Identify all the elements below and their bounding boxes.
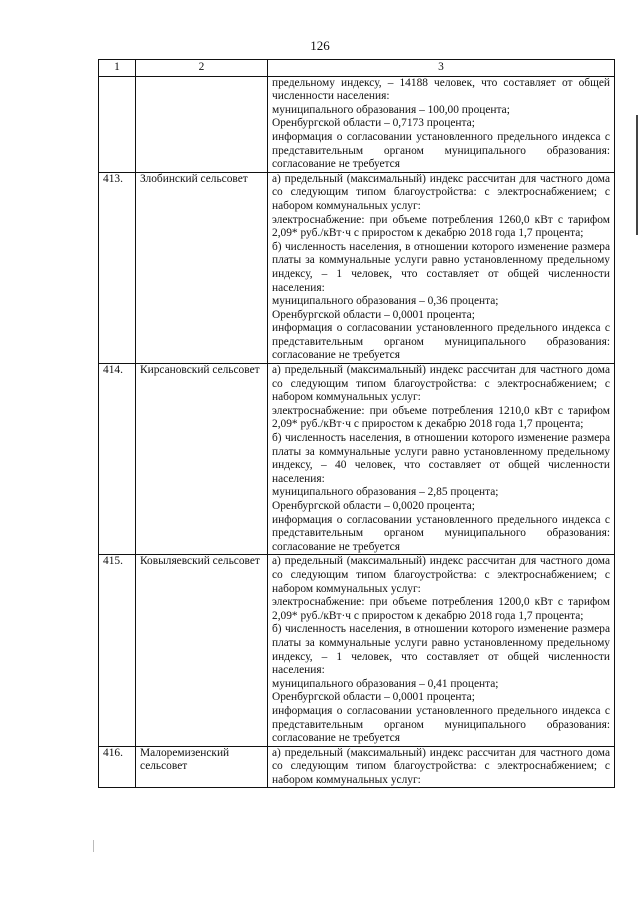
table-header-row <box>99 60 615 77</box>
table-row <box>99 746 615 788</box>
header-col-2: 2 <box>136 60 268 77</box>
table-row-continuation <box>99 76 615 172</box>
details-paragraph: Оренбургской области – 0,7173 процента; <box>272 117 475 130</box>
details-paragraph: информация о согласовании установленного предельного индекса с представительным органом муниципального образования: согласование не требуется <box>272 130 610 171</box>
details-cell <box>268 364 615 555</box>
municipality-cell: Ковыляевский сельсовет <box>136 555 268 746</box>
details-paragraph: Оренбургской области – 0,0020 процента; <box>272 500 475 512</box>
details-paragraph: муниципального образования – 0,41 процента; <box>272 677 499 690</box>
details-paragraph: предельному индексу, – 14188 человек, что составляет от общей численности населения: <box>272 76 610 103</box>
page-number: 126 <box>310 38 330 53</box>
details-paragraph: а) предельный (максимальный) индекс рассчитан для частного дома со следующим типом благоустройства: с электроснабжением; с набором коммунальных услуг: <box>272 364 610 404</box>
scan-edge-mark <box>636 115 638 235</box>
details-paragraph: электроснабжение: при объеме потребления 1200,0 кВт с тарифом 2,09* руб./кВт·ч с приростом к декабрю 2018 года 1,7 процента; <box>272 596 610 622</box>
municipality-cell: Малоремизенский сельсовет <box>136 746 268 788</box>
details-paragraph: б) численность населения, в отношении которого изменение размера платы за коммунальные услуги равно установленному предельному индексу, – 1 человек, что составляет от общей численности населения: <box>272 240 610 294</box>
details-paragraph: информация о согласовании установленного предельного индекса с представительным органом муниципального образования: согласование не требуется <box>272 322 610 362</box>
details-paragraph: б) численность населения, в отношении которого изменение размера платы за коммунальные услуги равно установленному предельному индексу, – 1 человек, что составляет от общей численности населения: <box>272 623 610 677</box>
details-paragraph: Оренбургской области – 0,0001 процента; <box>272 308 475 321</box>
details-paragraph: муниципального образования – 0,36 процента; <box>272 295 499 308</box>
details-paragraph: б) численность населения, в отношении которого изменение размера платы за коммунальные услуги равно установленному предельному индексу, – 40 человек, что составляет от общей численности населения: <box>272 432 610 485</box>
details-cell <box>268 172 615 363</box>
row-number-cell: 413. <box>99 172 136 363</box>
details-cell <box>268 746 615 788</box>
municipality-cell: Кирсановский сельсовет <box>136 364 268 555</box>
header-col-3: 3 <box>268 60 615 77</box>
details-paragraph: муниципального образования – 2,85 процента; <box>272 486 499 499</box>
details-paragraph: а) предельный (максимальный) индекс рассчитан для частного дома со следующим типом благоустройства: с электроснабжением; с набором коммунальных услуг: <box>272 555 610 595</box>
details-paragraph: муниципального образования – 100,00 процента; <box>272 103 510 116</box>
table-row <box>99 172 615 363</box>
row-number-cell: 415. <box>99 555 136 746</box>
details-paragraph: а) предельный (максимальный) индекс рассчитан для частного дома со следующим типом благоустройства: с электроснабжением; с набором коммунальных услуг: <box>272 172 610 212</box>
details-paragraph: электроснабжение: при объеме потребления 1260,0 кВт с тарифом 2,09* руб./кВт·ч с приростом к декабрю 2018 года 1,7 процента; <box>272 213 610 240</box>
details-cell <box>268 76 615 172</box>
row-number-cell: 414. <box>99 364 136 555</box>
table-row <box>99 555 615 746</box>
municipal-index-table <box>98 59 615 788</box>
details-paragraph: а) предельный (максимальный) индекс рассчитан для частного дома со следующим типом благоустройства: с электроснабжением; с набором коммунальных услуг: <box>272 746 610 786</box>
details-paragraph: Оренбургской области – 0,0001 процента; <box>272 691 475 704</box>
scan-margin-mark <box>93 840 94 852</box>
details-cell <box>268 555 615 746</box>
municipality-cell <box>136 76 268 172</box>
details-paragraph: информация о согласовании установленного предельного индекса с представительным органом муниципального образования: согласование не требуется <box>272 513 610 553</box>
header-col-1: 1 <box>99 60 136 77</box>
municipality-cell: Злобинский сельсовет <box>136 172 268 363</box>
row-number-cell <box>99 76 136 172</box>
row-number-cell: 416. <box>99 746 136 788</box>
details-paragraph: информация о согласовании установленного предельного индекса с представительным органом муниципального образования: согласование не требуется <box>272 704 610 745</box>
details-paragraph: электроснабжение: при объеме потребления 1210,0 кВт с тарифом 2,09* руб./кВт·ч с приростом к декабрю 2018 года 1,7 процента; <box>272 404 610 431</box>
table-row <box>99 364 615 555</box>
